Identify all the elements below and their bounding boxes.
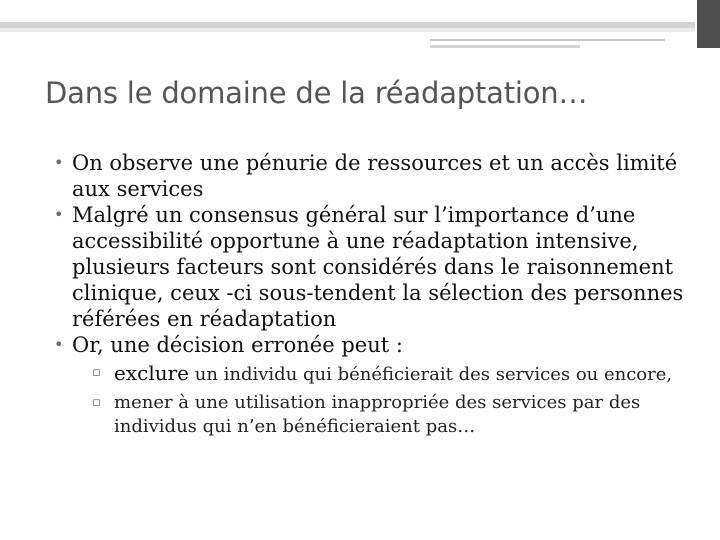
top-decorative-bar-light xyxy=(0,28,695,32)
bullet-item xyxy=(54,332,694,439)
decorative-line xyxy=(430,39,665,41)
bullet-icon: • xyxy=(54,335,64,354)
sub-bullet-icon: ▫ xyxy=(92,365,101,380)
sub-bullet-icon: ▫ xyxy=(92,395,101,410)
sub-bullet-text: mener à une utilisation inappropriée des services par des individus qui n’en bénéficieraient pas… xyxy=(114,392,641,437)
sub-bullet-emphasis: exclure xyxy=(114,361,189,385)
slide-title: Dans le domaine de la réadaptation… xyxy=(45,76,588,110)
bullet-text: Malgré un consensus général sur l’importance d’une accessibilité opportune à une réadaptation intensive, plusieurs facteurs sont considérés dans le raisonnement clinique, ceux -ci sous-tendent la sélection des personnes référées en réadaptation xyxy=(72,203,684,331)
sub-bullet-item xyxy=(92,361,694,387)
slide-content xyxy=(54,150,694,443)
bullet-icon: • xyxy=(54,205,64,224)
bullet-item xyxy=(54,150,694,202)
sub-bullet-list xyxy=(72,361,694,439)
bullet-list xyxy=(54,150,694,439)
sub-bullet-text: un individu qui bénéficierait des services ou encore, xyxy=(189,364,673,385)
sub-bullet-item xyxy=(92,391,694,439)
corner-block xyxy=(697,0,720,48)
bullet-icon: • xyxy=(54,153,64,172)
bullet-text: Or, une décision erronée peut : xyxy=(72,333,403,357)
bullet-item xyxy=(54,202,694,332)
decorative-line-short xyxy=(430,45,580,48)
bullet-text: On observe une pénurie de ressources et un accès limité aux services xyxy=(72,151,678,201)
